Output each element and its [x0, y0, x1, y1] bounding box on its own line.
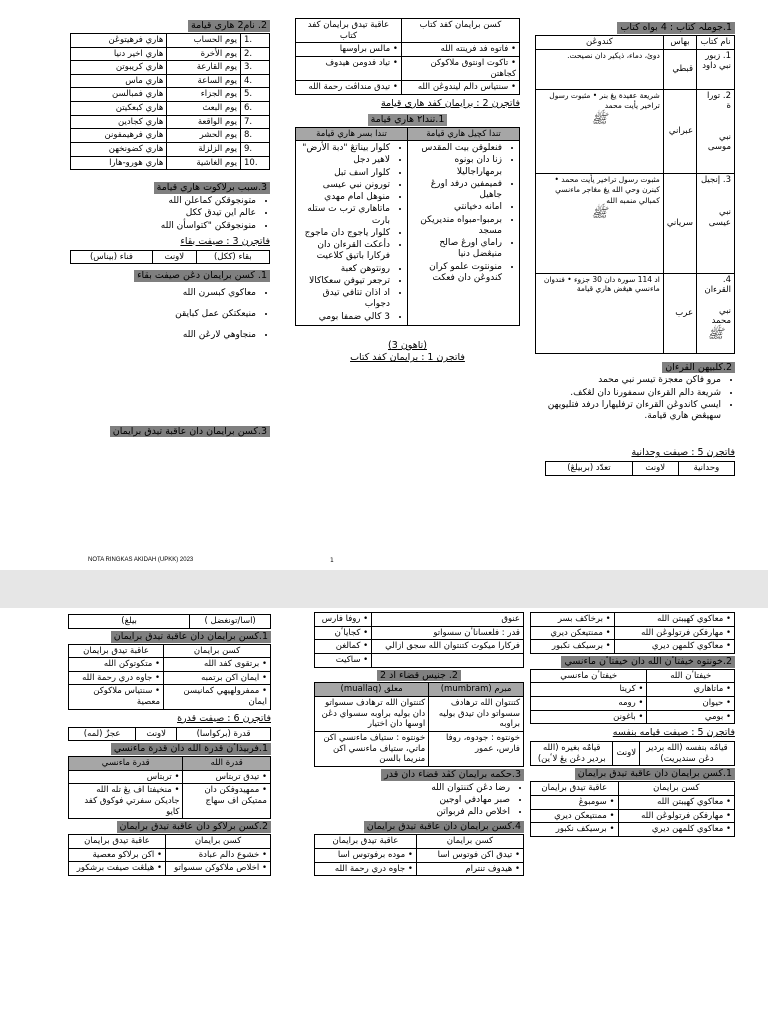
cell-text: برخاكف بسر — [557, 614, 603, 624]
list-item: • رونتوهن كعبة — [299, 264, 390, 275]
s2-box — [545, 461, 735, 476]
list-item: • 3 كالي ضمفا بومي — [299, 312, 390, 323]
cell-text: اكن برلاكو معصية — [92, 849, 155, 860]
signs-header: تندا بسر هاري قيامة — [296, 127, 408, 141]
cell-text: حيوان — [702, 698, 724, 708]
m-foot: (تاهون 3) — [388, 339, 427, 351]
jawi-cell: هاري هورو-هارا — [71, 156, 167, 170]
cell-text: اخلاص ملاكوكن سسواتو — [174, 863, 260, 874]
box-cell: وحدانية — [678, 462, 734, 476]
cell-text: روفا فارس — [321, 614, 361, 624]
m4-table — [314, 834, 524, 876]
r2-cell: • باغونن — [531, 710, 647, 724]
m4-title: 4.كسن برايمان دان عاقبة تيدق برايمان — [364, 821, 524, 833]
cell-text: معاكوي كهيبتن الله — [657, 796, 724, 807]
m-top-cell: عنوق — [372, 613, 524, 627]
m-top-cell: • روفا فارس — [315, 613, 372, 627]
box-cell: قدرة (برکواسا) — [177, 727, 271, 741]
l2-header: قدرة ماءنسي — [69, 757, 183, 771]
s1-content-cell: اد 114 سورة دان 30 جزوء • فندوان ماءنسي هيڠض هاري قيامة — [536, 273, 664, 353]
r2-cell: • حيوان — [647, 697, 735, 711]
cell-text: برتقوى كفد الله — [203, 659, 260, 670]
l3-cell: • اخلاص ملاكوكن سسواتو — [165, 862, 270, 876]
l1-cell: • جاوه دري رحمة الله — [69, 671, 164, 685]
s1-book-cell — [697, 89, 735, 173]
box-cell: تعدّد (بربيلڠ) — [546, 462, 633, 476]
num-cell: 1. — [241, 33, 270, 47]
l2-header: قدرة الله — [183, 757, 271, 771]
box-cell: لاونت — [613, 742, 640, 766]
r3-list — [70, 196, 270, 232]
s1-header: كندوڠن — [536, 35, 664, 49]
small-signs-cell — [408, 141, 520, 326]
list-item: • ترجعر تيوفن سعكاكالا — [299, 276, 390, 287]
m-top-cell: • ساكيت — [315, 653, 372, 667]
cell-text: برسيكف نكبور — [555, 824, 607, 835]
list-item: • راماي اورڠ صالح منيڠضل دنيا — [411, 238, 502, 261]
m4-header: كسن برايمان — [416, 835, 523, 849]
footer-text: NOTA RINGKAS AKIDAH (UPKK) 2023 — [88, 557, 194, 563]
muhammad-calligraphy-icon: ﷺ — [591, 111, 608, 127]
list-item: • كلوار بيناتڠ "دبة الأرض" — [299, 143, 390, 154]
list-item: • منيعكتكن عمل كبايقن — [70, 305, 256, 325]
s2-list — [535, 375, 735, 422]
l2-cell: • منخيفتا اف يڠ تله الله جاديكن سفرتي فوكوق كفد كايو — [69, 784, 183, 819]
m2-table — [314, 682, 524, 766]
cell-text: كمالغن — [335, 641, 361, 652]
list-item: • معاكوي كبسرن الله — [70, 284, 256, 304]
big-signs-cell — [296, 141, 408, 326]
r2-header: خيفتاٴن الله — [647, 669, 735, 683]
list-item: • برمبوا-مبواه منديريكن مسجد — [411, 215, 502, 238]
r2-cell: • كريتا — [531, 683, 647, 697]
muhammad-calligraphy-icon: ﷺ — [707, 327, 724, 342]
m3-title: 3.حكمه برايمان كڤد قضاء دان قدر — [381, 769, 524, 781]
book-name: 2. تورا ة — [706, 90, 731, 112]
l3-title: 2.كسن برلاكو دان عاقبة تيدق برايمان — [117, 821, 271, 833]
m3-list — [314, 783, 524, 819]
list-item: • دأعكت القرءان دان فركارا باتيق كلاعيت — [299, 240, 390, 263]
s1-book-cell — [697, 273, 735, 353]
s1-content-cell — [536, 89, 664, 173]
cell-text: ممنتيعكن ديري — [550, 627, 603, 638]
r3-cell: • برسيكف نكبور — [531, 823, 619, 837]
list-item: • ماتاهاري ترب ت ستله بارت — [299, 204, 390, 227]
arabic-cell: يوم الأخرة — [167, 47, 241, 61]
l1-subtitle: فاتجرن 6 : صيفت قدرة — [177, 712, 271, 724]
list-item: • مرو فاكن معجزة تيسر نبي محمد — [535, 375, 721, 386]
cell-text: هيدوف تنترام — [465, 863, 513, 874]
m-header: عاقبة تيدق برايمان كفد كتاب — [296, 19, 402, 43]
m2-cell: كتنتوان الله ترهادف سسواتو دان تيدق بوليه براوبه — [429, 697, 524, 732]
prophet-name: نبي عيسى — [708, 207, 731, 228]
m-cell: • تيدق منداڤت رحمة الله — [296, 81, 402, 95]
l3-header: عاقبة تيدق برايمان — [69, 835, 166, 849]
l1-table — [68, 644, 271, 710]
jawi-cell: هاري كضونخهن — [71, 142, 167, 156]
list-item: • تورونن نبي عيسى — [299, 180, 390, 191]
m-cell: • تياد فدومن هيدوف — [296, 56, 402, 80]
m2-cell: خونتوه : ستياف ماءنسي اكن ماتي، ستياف ماءنسي اكن منريما بالسن — [315, 731, 429, 766]
s2-subtitle: فاتجرن 5 : صيفت وحدانية — [631, 447, 735, 459]
jawi-cell: هاري كجادين — [71, 115, 167, 129]
arabic-cell: يوم الواقعة — [167, 115, 241, 129]
cell-text: هيلڠت صيفت برشكور — [76, 863, 155, 874]
s1-title: 1.جوملہ كتاب : 4 بواه كتاب — [617, 22, 735, 34]
jawi-cell: هاري ماس — [71, 74, 167, 88]
num-cell: 7. — [241, 115, 270, 129]
list-item: • منوهل امام مهدي — [299, 192, 390, 203]
l2-cell: • تيدق تربتاس — [183, 770, 271, 784]
num-cell: 5. — [241, 88, 270, 102]
r4-list — [70, 284, 270, 345]
m4-header: عاقبة تيدق برايمان — [315, 835, 417, 849]
r2-cell: • بومي — [647, 710, 735, 724]
m-top-cell: قدر : فلعساناٴن سسواتو — [372, 626, 524, 640]
cell-text: مهارفكن فرتولوڠن الله — [641, 627, 724, 638]
m-header: كسن برايمان كفد كتاب — [401, 19, 519, 43]
l2-cell: • ممهيدوفكن دان ممتيكن اف سهاج — [183, 784, 271, 819]
m4-cell: • جاوه دري رحمة الله — [315, 862, 417, 876]
r3-cell: • معاكوي كلمهن ديري — [618, 823, 734, 837]
m-top-cell — [372, 653, 524, 667]
arabic-cell: يوم الزلزلة — [167, 142, 241, 156]
s1-table — [535, 35, 735, 354]
jawi-cell: هاري فرهيمفونن — [71, 129, 167, 143]
book-name: 4. القرءان — [704, 274, 731, 296]
r3-title: 1.كسن برايمان دان عاقبة تيدق برايمان — [575, 768, 735, 780]
m-cell: • مالس براوسها — [296, 43, 402, 57]
p1-middle-column — [295, 18, 520, 364]
r-top-cell: • ممنتيعكن ديري — [531, 626, 615, 640]
list-item: • زنا دان بونوه برمهاراجاليلا — [411, 155, 502, 178]
cell-text: برسيكف نكبور — [551, 641, 603, 652]
cell-text: خشوع دالم عبادة — [198, 849, 260, 860]
l3-table — [68, 834, 271, 876]
r2-subtitle: فاتجرن 5 : صيفت قيامه بنفسه — [612, 727, 735, 739]
l1-cell: • سنتياس ملاكوكن معصية — [69, 685, 164, 709]
m2-title: 2. جنيس قضاء اد 2 — [377, 670, 461, 682]
s1-lang-cell: قبطي — [663, 49, 696, 89]
l1-cell: • متكوتوكن الله — [69, 658, 164, 672]
box-cell: قيامٌه بغيره (الله بردير دڠن يڠ لاٴين) — [531, 742, 613, 766]
box-cell: بقاء (ككل) — [196, 250, 269, 264]
cell-text: ممهيدوفكن دان ممتيكن اف سهاج — [204, 785, 267, 806]
prophet-name: نبي محمد — [711, 305, 731, 327]
m-foot2: فاتجرن 1 : برايمان كفد كتاب — [350, 352, 465, 364]
cell-text: معاكوي كلمهن ديري — [651, 641, 724, 652]
cell-text: تياد فدومن هيدوف — [325, 57, 391, 68]
cell-text: تربتاس — [146, 771, 172, 782]
content-text: شريعة عقيدة يڠ بنر • مثبوت رسول تراخير يأيت محمد — [549, 90, 660, 111]
page-gap — [0, 570, 768, 608]
r-top-table — [530, 612, 735, 654]
r3-box — [70, 250, 270, 265]
m-top-cell: • كجاياٴن — [315, 626, 372, 640]
num-cell: 10. — [241, 156, 270, 170]
jawi-cell: هاري فرهيتوڠن — [71, 33, 167, 47]
l3-cell: • هيلڠت صيفت برشكور — [69, 862, 166, 876]
r2-box — [530, 741, 735, 766]
box-cell: لاونت — [152, 250, 196, 264]
r2-header: خيفتاٴن ماءنسي — [531, 669, 647, 683]
s1-header: نام كتاب — [697, 35, 735, 49]
prophet-name: نبي داود — [702, 61, 731, 72]
arabic-cell: يوم القارعة — [167, 61, 241, 75]
book-name: 3. إنجيل — [700, 174, 731, 185]
m-cell: • تاكوت اونتوق ملاكوكن كجاهتن — [401, 56, 519, 80]
r-title: 2. نام2 هاري قيامة — [188, 20, 270, 32]
list-item: • فنعلوقن بيت المقدس — [411, 143, 502, 154]
cell-text: معاكوي كهيبتن الله — [657, 614, 724, 624]
list-item: • متونجوقكن كماعلن الله — [70, 196, 256, 207]
r-top-cell: • برسيكف نكبور — [531, 640, 615, 654]
cell-text: متكوتوكن الله — [103, 659, 153, 670]
m-top-cell: • كمالغن — [315, 640, 372, 654]
m2-cell: كتنتوان الله ترهادف سسواتو دان بوليه براوبه سسواي دڠن اوسها دان اختيار — [315, 697, 429, 732]
cell-text: جاوه دري رحمة الله — [334, 863, 406, 874]
s1-content-cell: دوئ، دماء، ذيكير دان نصيحت. — [536, 49, 664, 89]
m-subtitle: فاتجرن 2 : برايمان كفد هاري قيامة — [380, 97, 520, 109]
box-cell: بيلغ) — [69, 615, 190, 629]
l1-cell: • ممفرولهيهي كمانيسن ايمان — [164, 685, 271, 709]
r3-title: 3.سبب برلاكوت هاري قيامة — [154, 182, 270, 194]
list-item: • صبر مهادفي اوجين — [314, 795, 510, 806]
prophet-name: نبي موسى — [707, 131, 731, 153]
cell-text: مهارفكن فرتولوڠن الله — [641, 810, 724, 821]
m-hdr2: 1.تندا٢ هاري قيامة — [368, 114, 448, 126]
page-2 — [0, 608, 768, 1024]
m-cell: • فاتوه فد فرينته الله — [401, 43, 519, 57]
r4-title: 1. كسن برايمان دڠن صيفت بقاء — [134, 270, 270, 282]
p2-middle-column — [314, 612, 524, 876]
r3-cell: • مهارفكن فرتولوڠن الله — [618, 809, 734, 823]
cell-text: كريتا — [619, 684, 636, 695]
cell-text: ايمان اكن برتمبه — [201, 672, 260, 683]
arabic-cell: يوم الساعة — [167, 74, 241, 88]
days-table — [70, 33, 270, 170]
jawi-cell: هاري فمبالسن — [71, 88, 167, 102]
cell-text: جاوه دري رحمة الله — [82, 672, 153, 683]
m-table — [295, 18, 520, 95]
p1-left-column — [70, 18, 270, 438]
m2-header: معلق (muallaq) — [315, 683, 429, 697]
cell-text: ممفرولهيهي كمانيسن ايمان — [183, 686, 267, 707]
num-cell: 4. — [241, 74, 270, 88]
l1-cell: • ايمان اكن برتمبه — [164, 671, 271, 685]
page-number: 1 — [330, 557, 334, 564]
arabic-cell: يوم البعث — [167, 102, 241, 116]
r5-title: 3.كسن برايمان دان عاقبة تيدق برايمان — [110, 426, 270, 438]
num-cell: 2. — [241, 47, 270, 61]
cell-text: ساكيت — [335, 654, 361, 665]
box-cell: (اسا/تونغضل ) — [190, 615, 271, 629]
signs-header: تندا كچيل هاري قيامة — [408, 127, 520, 141]
list-item: • اخلاص دالم فربواتن — [314, 807, 510, 818]
num-cell: 9. — [241, 142, 270, 156]
num-cell: 6. — [241, 102, 270, 116]
r3-table — [530, 781, 735, 837]
box-cell: فناء (بيناس) — [71, 250, 153, 264]
s2-title: 2.كلبيهن القرءان — [662, 362, 735, 374]
p2-right-column — [530, 612, 735, 837]
l1-header: كسن برايمان — [164, 644, 271, 658]
s1-content-cell — [536, 173, 664, 273]
m2-header: مبرم (mumbram) — [429, 683, 524, 697]
m-cell: • سنتياس دالم ليندوڠن الله — [401, 81, 519, 95]
r2-table — [530, 669, 735, 725]
l3-cell: • اكن برلاكو معصية — [69, 848, 166, 862]
cell-text: تاكوت اونتوق ملاكوكن كجاهتن — [430, 57, 516, 79]
l1-box — [68, 727, 271, 742]
arabic-cell: يوم الغاشية — [167, 156, 241, 170]
cell-text: معاكوي كلمهن ديري — [651, 824, 724, 835]
r-top-cell: • معاكوي كلمهن ديري — [614, 640, 734, 654]
cell-text: ماتاهاري — [693, 684, 724, 695]
jawi-cell: هاري كريبوتن — [71, 61, 167, 75]
r2-cell: • ماتاهاري — [647, 683, 735, 697]
cell-text: فاتوه فد فرينته الله — [440, 44, 509, 55]
list-item: • اد اذان تتافي تيدق دجواب — [299, 288, 390, 311]
list-item: • منجاوهي لارڠن الله — [70, 326, 256, 346]
list-item: • لاهير دجل — [299, 155, 390, 166]
cell-text: تيدق اكن فوتوس اسا — [437, 849, 513, 860]
cell-text: موده برفوتوس اسا — [337, 849, 406, 860]
r3-subtitle: فاتجرن 3 : صيفت بقاء — [180, 235, 270, 247]
num-cell: 3. — [241, 61, 270, 75]
arabic-cell: يوم الحساب — [167, 33, 241, 47]
cell-text: مالس براوسها — [339, 44, 391, 55]
r3-cell: • سومبوڠ — [531, 795, 619, 809]
l1-header: عاقبة تيدق برايمان — [69, 644, 164, 658]
box-cell: لاونت — [632, 462, 678, 476]
cell-text: سنتياس ملاكوكن معصية — [93, 686, 161, 707]
list-item: • كلوار ياجوج دان ماجوج — [299, 228, 390, 239]
s1-header: بهاس — [663, 35, 696, 49]
list-item: • منونتوت علمو كران كندوڠن دان فعكت — [411, 262, 502, 285]
cell-text: بومي — [704, 711, 724, 722]
r3-cell: • معاكوي كهيبتن الله — [618, 795, 734, 809]
box-cell: قيامٌه بنفسه (الله بردير دڠن سنديريت) — [640, 742, 735, 766]
m2-cell: خونتوه : جودوه، روفا فارس، عمور — [429, 731, 524, 766]
cell-text: باغونن — [613, 711, 636, 722]
r3-cell: • ممنتيعكن ديري — [531, 809, 619, 823]
list-item: • منونجوقكن "كتواسأن الله — [70, 221, 256, 232]
list-item: • امانه دخيانتي — [411, 202, 502, 213]
arabic-cell: يوم الحشر — [167, 129, 241, 143]
box-cell: عجزٌ (لمه) — [69, 727, 136, 741]
m4-cell: • هيدوف تنترام — [416, 862, 523, 876]
m-top-table — [314, 612, 524, 668]
box-cell: لاونت — [136, 727, 177, 741]
r2-cell: • رومه — [531, 697, 647, 711]
r-top-cell: • مهارفكن فرتولوڠن الله — [614, 626, 734, 640]
cell-text: ممنتيعكن ديري — [554, 810, 607, 821]
list-item: • فميمفين درفد اورڠ جاهيل — [411, 179, 502, 202]
p2-left-column — [68, 614, 271, 876]
signs-table — [295, 127, 520, 326]
s1-lang-cell: عبراني — [663, 89, 696, 173]
jawi-cell: هاري كبعكيتن — [71, 102, 167, 116]
l-top-box — [68, 614, 271, 629]
cell-text: سومبوڠ — [578, 796, 607, 807]
r-top-cell: • معاكوي كهيبتن الله — [614, 613, 734, 627]
l3-header: كسن برايمان — [165, 835, 270, 849]
s1-book-cell — [697, 173, 735, 273]
s1-lang-cell: عرب — [663, 273, 696, 353]
r3-header: عاقبة تيدق برايمان — [531, 782, 619, 796]
s1-book-cell — [697, 49, 735, 89]
content-text: مثبوت رسول تراخير يأيت محمد • كبنرن وحي الله يڠ مڠاجر ماءنسي كمبالي منمبه الله — [554, 174, 660, 205]
cell-text: تيدق منداڤت رحمة الله — [308, 82, 391, 93]
num-cell: 8. — [241, 129, 270, 143]
cell-text: رومه — [618, 698, 636, 708]
m4-cell: • موده برفوتوس اسا — [315, 848, 417, 862]
l2-table — [68, 756, 271, 819]
r2-title: 2.خونتوه خيفتاٴن الله دان خيفتاٴن ماءنسي — [561, 656, 735, 668]
list-item: • ايسي كاندوڠن القرءان ترفليهارا درفد فتليويهن سهيڠض هاري قيامة. — [535, 400, 721, 423]
l1-cell: • برتقوى كفد الله — [164, 658, 271, 672]
l2-cell: • تربتاس — [69, 770, 183, 784]
l2-title: 1.فربيذاٴن قدرة الله دان قدرة ماءنسي — [111, 743, 271, 755]
r-top-cell: • برخاكف بسر — [531, 613, 615, 627]
cell-text: تيدق تربتاس — [215, 771, 260, 782]
s1-lang-cell: سرياني — [663, 173, 696, 273]
m4-cell: • تيدق اكن فوتوس اسا — [416, 848, 523, 862]
cell-text: كجاياٴن — [334, 627, 361, 638]
r3-header: كسن برايمان — [618, 782, 734, 796]
book-name: 1. زبور — [705, 50, 731, 61]
m-top-cell: فركارا ميكوت كتنتوان الله سجق ازالي — [372, 640, 524, 654]
l1-title: 1.كسن برايمان دان عاقبة تيدق برايمان — [111, 631, 271, 643]
p1-right-column — [535, 20, 735, 476]
cell-text: سنتياس دالم ليندوڠن الله — [417, 82, 509, 93]
l3-cell: • خشوع دالم عبادة — [165, 848, 270, 862]
list-item: • شريعة دالم القرءان سمفورنا دان لڠكف. — [535, 388, 721, 399]
cell-text: منخيفتا اف يڠ تله الله جاديكن سفرتي فوكوق كفد كايو — [84, 785, 180, 817]
jawi-cell: هاري اخير دنيا — [71, 47, 167, 61]
list-item: • كلوار اسف تبل — [299, 168, 390, 179]
muhammad-calligraphy-icon: ﷺ — [591, 206, 608, 222]
list-item: • عالم اين تيدق ككل — [70, 208, 256, 219]
list-item: • رضا دڠن كتنتوان الله — [314, 783, 510, 794]
arabic-cell: يوم الجزاء — [167, 88, 241, 102]
